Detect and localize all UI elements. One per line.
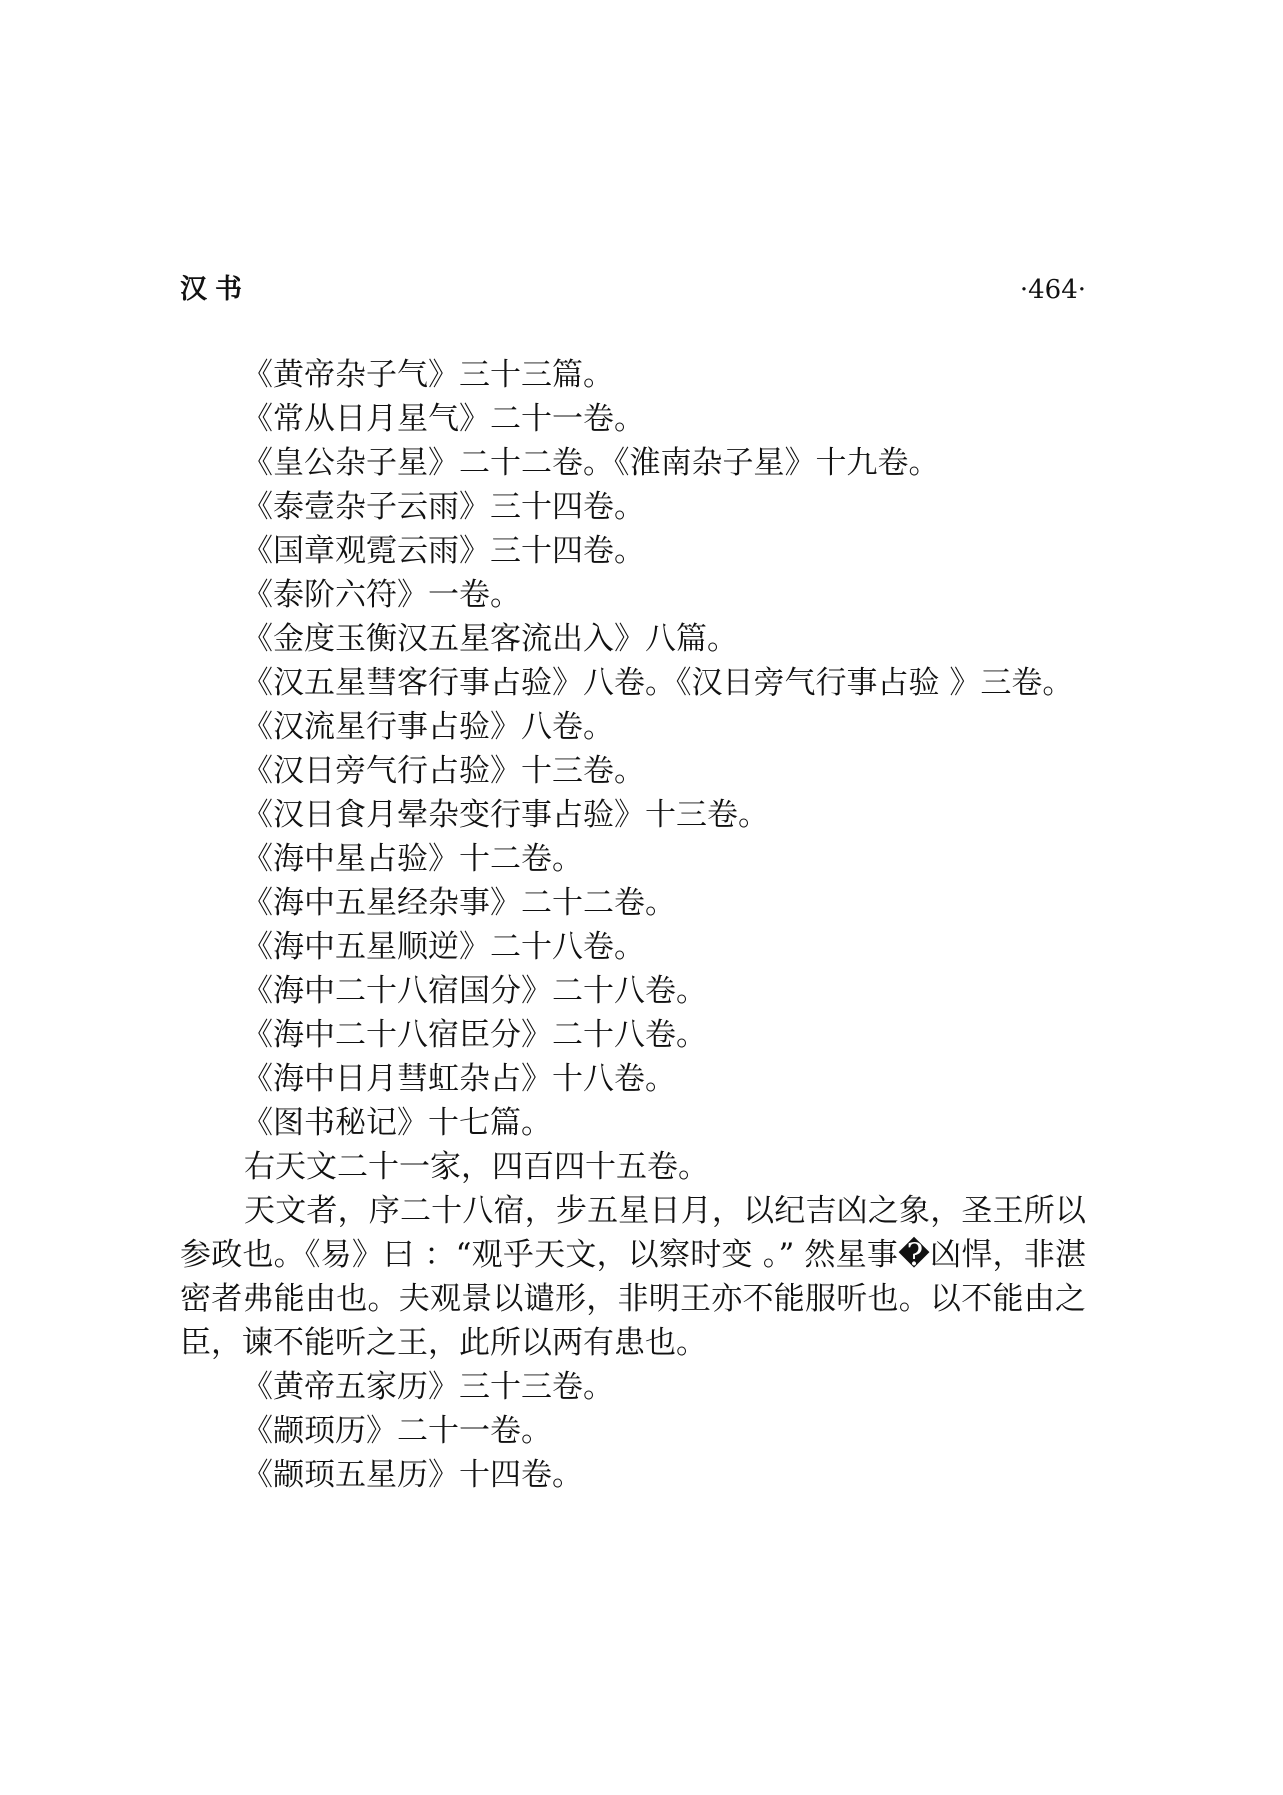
section-commentary: 天文者，序二十八宿，步五星日月，以纪吉凶之象，圣王所以参政也。《易》曰 ：“观乎天文，以察时变 。” 然星事�凶悍，非湛密者弗能由也。夫观景以谴形，非明王亦不能服听也。以不能由之臣，谏不能听之王，此所以两有患也。 [180, 1193, 1086, 1361]
catalog-entry: 《海中五星顺逆》二十八卷。 [242, 929, 645, 965]
catalog-entry: 《海中日月彗虹杂占》十八卷。 [242, 1061, 676, 1097]
catalog-entry: 《皇公杂子星》二十二卷。《淮南杂子星》十九卷。 [242, 445, 940, 481]
section-summary: 右天文二十一家，四百四十五卷。 [244, 1149, 709, 1185]
body-text [180, 353, 1086, 1497]
catalog-entry: 《海中星占验》十二卷。 [242, 841, 583, 877]
catalog-entry: 《国章观霓云雨》三十四卷。 [242, 533, 645, 569]
running-head-book-title: 汉书 [180, 274, 250, 305]
catalog-entry: 《汉五星彗客行事占验》八卷。《汉日旁气行事占验 》三卷。 [242, 665, 1074, 701]
catalog-entry: 《汉流星行事占验》八卷。 [242, 709, 614, 745]
catalog-entry: 《泰阶六符》一卷。 [242, 577, 521, 613]
catalog-entry: 《汉日食月晕杂变行事占验》十三卷。 [242, 797, 769, 833]
catalog-entry: 《海中五星经杂事》二十二卷。 [242, 885, 676, 921]
catalog-entry: 《常从日月星气》二十一卷。 [242, 401, 645, 437]
catalog-entry: 《泰壹杂子云雨》三十四卷。 [242, 489, 645, 525]
catalog-entry: 《金度玉衡汉五星客流出入》八篇。 [242, 621, 738, 657]
catalog-entry: 《汉日旁气行占验》十三卷。 [242, 753, 645, 789]
page-header [180, 268, 1086, 312]
catalog-entry: 《海中二十八宿臣分》二十八卷。 [242, 1017, 707, 1053]
catalog-entry: 《黄帝五家历》三十三卷。 [242, 1369, 614, 1405]
page-number: ·464· [1019, 275, 1086, 305]
catalog-entry: 《海中二十八宿国分》二十八卷。 [242, 973, 707, 1009]
catalog-entry: 《图书秘记》十七篇。 [242, 1105, 552, 1141]
catalog-entry: 《颛顼历》二十一卷。 [242, 1413, 552, 1449]
catalog-entry: 《黄帝杂子气》三十三篇。 [242, 357, 614, 393]
catalog-entry: 《颛顼五星历》十四卷。 [242, 1457, 583, 1493]
